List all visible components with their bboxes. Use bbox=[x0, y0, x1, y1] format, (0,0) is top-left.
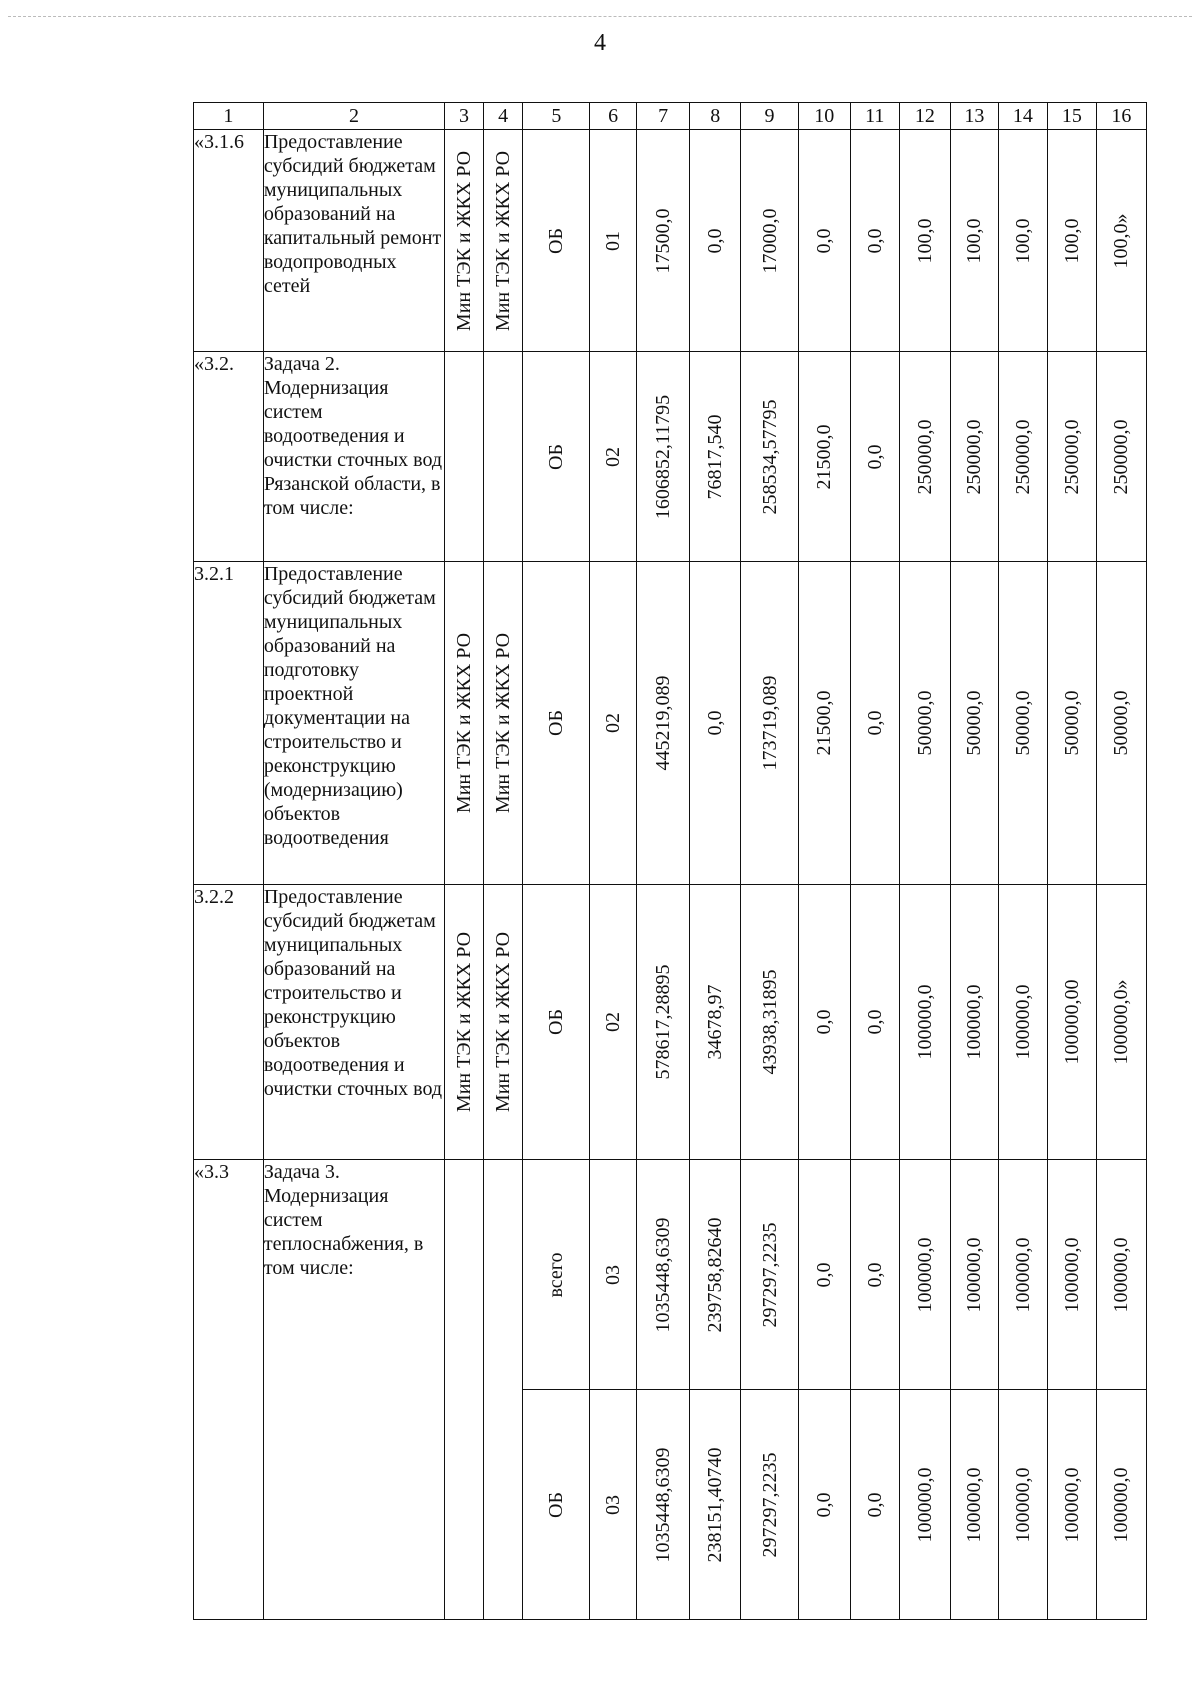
target-code: 03 bbox=[602, 1264, 625, 1285]
value-cell bbox=[998, 885, 1047, 1160]
value-text: 0,0 bbox=[863, 228, 886, 253]
value-text: 100000,0 bbox=[1060, 1237, 1083, 1312]
value-text: 100,0 bbox=[963, 218, 986, 263]
value-text: 100000,0» bbox=[1110, 979, 1133, 1065]
target-code-cell bbox=[590, 562, 637, 885]
value-cell bbox=[1047, 562, 1096, 885]
value-text: 238151,40740 bbox=[704, 1447, 727, 1562]
funding-source-cell bbox=[523, 562, 590, 885]
target-code: 01 bbox=[602, 230, 625, 251]
row-name: Предоставление субсидий бюджетам муниципальных образований на капитальный ремонт водопроводных сетей bbox=[263, 130, 444, 352]
target-code-cell bbox=[590, 1390, 637, 1620]
value-text: 100,0 bbox=[1011, 218, 1034, 263]
target-code: 03 bbox=[602, 1494, 625, 1515]
responsible-text: Мин ТЭК и ЖКХ РО bbox=[453, 150, 476, 331]
value-text: 250000,0 bbox=[913, 419, 936, 494]
header-cell: 12 bbox=[899, 103, 950, 130]
value-cell bbox=[998, 352, 1047, 562]
responsible-cell bbox=[445, 562, 484, 885]
value-text: 0,0 bbox=[863, 1492, 886, 1517]
value-cell bbox=[1096, 1390, 1146, 1620]
executor-text: Мин ТЭК и ЖКХ РО bbox=[492, 632, 515, 814]
value-cell bbox=[637, 130, 690, 352]
target-code-cell bbox=[590, 885, 637, 1160]
header-cell: 5 bbox=[523, 103, 590, 130]
header-cell: 6 bbox=[590, 103, 637, 130]
value-text: 34678,97 bbox=[704, 984, 727, 1060]
header-cell: 8 bbox=[690, 103, 741, 130]
header-cell: 15 bbox=[1047, 103, 1096, 130]
row-name: Задача 2. Модернизация систем водоотведения и очистки сточных вод Рязанской области, в том числе: bbox=[263, 352, 444, 562]
value-text: 250000,0 bbox=[1060, 419, 1083, 494]
value-text: 76817,540 bbox=[704, 414, 727, 499]
value-text: 100000,0 bbox=[1110, 1237, 1133, 1312]
funding-source-cell bbox=[523, 352, 590, 562]
header-cell: 16 bbox=[1096, 103, 1146, 130]
row-code: «3.1.6 bbox=[194, 130, 264, 352]
value-cell bbox=[637, 1160, 690, 1390]
value-cell bbox=[798, 562, 850, 885]
row-name: Предоставление субсидий бюджетам муниципальных образований на строительство и реконструкцию объектов водоотведения и очистки сточных вод bbox=[263, 885, 444, 1160]
value-text: 100,0» bbox=[1110, 213, 1133, 268]
value-cell bbox=[741, 1160, 798, 1390]
value-cell bbox=[950, 1390, 998, 1620]
executor-cell bbox=[483, 885, 523, 1160]
value-cell bbox=[741, 1390, 798, 1620]
program-table bbox=[193, 102, 1147, 1620]
header-cell: 14 bbox=[998, 103, 1047, 130]
header-cell: 13 bbox=[950, 103, 998, 130]
page-number: 4 bbox=[594, 30, 606, 56]
value-cell bbox=[637, 1390, 690, 1620]
header-cell: 9 bbox=[741, 103, 798, 130]
value-text: 50000,0 bbox=[1011, 690, 1034, 756]
header-cell: 7 bbox=[637, 103, 690, 130]
value-cell bbox=[850, 1390, 899, 1620]
value-cell bbox=[950, 352, 998, 562]
value-text: 1035448,6309 bbox=[652, 1447, 675, 1562]
row-name: Задача 3. Модернизация систем теплоснабжения, в том числе: bbox=[263, 1160, 444, 1620]
target-code-cell bbox=[590, 130, 637, 352]
executor-cell bbox=[483, 130, 523, 352]
value-text: 100000,0 bbox=[963, 984, 986, 1060]
value-cell bbox=[899, 352, 950, 562]
value-text: 1606852,11795 bbox=[652, 394, 675, 519]
header-row bbox=[194, 103, 1147, 130]
value-cell bbox=[998, 1390, 1047, 1620]
value-cell bbox=[690, 1160, 741, 1390]
value-text: 0,0 bbox=[813, 1492, 836, 1517]
responsible-text: Мин ТЭК и ЖКХ РО bbox=[453, 931, 476, 1113]
value-cell bbox=[1096, 352, 1146, 562]
row-code: 3.2.1 bbox=[194, 562, 264, 885]
value-cell bbox=[1047, 1390, 1096, 1620]
value-cell bbox=[798, 885, 850, 1160]
value-cell bbox=[850, 1160, 899, 1390]
value-cell bbox=[798, 1160, 850, 1390]
value-text: 0,0 bbox=[704, 228, 727, 253]
funding-source: ОБ bbox=[545, 710, 568, 736]
value-cell bbox=[690, 1390, 741, 1620]
target-code-cell bbox=[590, 352, 637, 562]
value-cell bbox=[1047, 885, 1096, 1160]
responsible-cell bbox=[445, 885, 484, 1160]
value-text: 100000,00 bbox=[1060, 979, 1083, 1065]
value-text: 100000,0 bbox=[913, 1237, 936, 1312]
value-text: 0,0 bbox=[813, 1009, 836, 1035]
target-code: 02 bbox=[602, 1012, 625, 1032]
value-cell bbox=[1096, 130, 1146, 352]
value-cell bbox=[950, 130, 998, 352]
row-code: «3.3 bbox=[194, 1160, 264, 1620]
executor-cell bbox=[483, 352, 523, 562]
table-row bbox=[194, 562, 1147, 885]
table-row bbox=[194, 885, 1147, 1160]
value-text: 100,0 bbox=[913, 218, 936, 263]
value-cell bbox=[798, 1390, 850, 1620]
value-cell bbox=[741, 885, 798, 1160]
value-text: 297297,2235 bbox=[758, 1452, 781, 1557]
value-cell bbox=[1096, 885, 1146, 1160]
funding-source: ОБ bbox=[545, 227, 568, 254]
value-text: 100000,0 bbox=[1060, 1467, 1083, 1542]
value-text: 100000,0 bbox=[1110, 1467, 1133, 1542]
executor-cell bbox=[483, 562, 523, 885]
responsible-cell bbox=[445, 130, 484, 352]
value-text: 100000,0 bbox=[913, 984, 936, 1060]
target-code: 02 bbox=[602, 713, 625, 733]
value-cell bbox=[690, 130, 741, 352]
header-cell: 11 bbox=[850, 103, 899, 130]
value-cell bbox=[899, 130, 950, 352]
value-cell bbox=[741, 130, 798, 352]
value-cell bbox=[899, 1160, 950, 1390]
value-text: 578617,28895 bbox=[652, 964, 675, 1080]
value-text: 100,0 bbox=[1060, 218, 1083, 263]
value-text: 258534,57795 bbox=[758, 399, 781, 514]
value-cell bbox=[899, 1390, 950, 1620]
value-text: 17000,0 bbox=[758, 208, 781, 273]
value-text: 50000,0 bbox=[1060, 690, 1083, 756]
value-cell bbox=[690, 352, 741, 562]
value-text: 17500,0 bbox=[652, 208, 675, 273]
row-name: Предоставление субсидий бюджетам муниципальных образований на подготовку проектной документации на строительство и реконструкцию (модернизацию) объектов водоотведения bbox=[263, 562, 444, 885]
value-text: 21500,0 bbox=[813, 690, 836, 756]
responsible-text: Мин ТЭК и ЖКХ РО bbox=[453, 632, 476, 814]
value-cell bbox=[850, 885, 899, 1160]
target-code: 02 bbox=[602, 446, 625, 467]
funding-source-cell bbox=[523, 885, 590, 1160]
funding-source-cell bbox=[523, 1160, 590, 1390]
responsible-cell bbox=[445, 352, 484, 562]
value-cell bbox=[690, 562, 741, 885]
value-cell bbox=[899, 562, 950, 885]
table-row bbox=[194, 130, 1147, 352]
value-cell bbox=[741, 562, 798, 885]
value-text: 100000,0 bbox=[1011, 1467, 1034, 1542]
value-text: 100000,0 bbox=[1011, 1237, 1034, 1312]
value-cell bbox=[637, 352, 690, 562]
value-text: 297297,2235 bbox=[758, 1222, 781, 1327]
funding-source: ОБ bbox=[545, 1009, 568, 1035]
value-text: 43938,31895 bbox=[758, 969, 781, 1075]
value-text: 21500,0 bbox=[813, 424, 836, 489]
header-cell: 4 bbox=[483, 103, 523, 130]
value-cell bbox=[950, 562, 998, 885]
value-cell bbox=[1096, 562, 1146, 885]
value-cell bbox=[741, 352, 798, 562]
funding-source-cell bbox=[523, 1390, 590, 1620]
value-cell bbox=[998, 1160, 1047, 1390]
value-cell bbox=[637, 885, 690, 1160]
value-cell bbox=[637, 562, 690, 885]
value-cell bbox=[950, 885, 998, 1160]
value-cell bbox=[798, 130, 850, 352]
value-text: 250000,0 bbox=[963, 419, 986, 494]
value-cell bbox=[850, 352, 899, 562]
header-cell: 2 bbox=[263, 103, 444, 130]
value-text: 250000,0 bbox=[1011, 419, 1034, 494]
value-cell bbox=[690, 885, 741, 1160]
executor-cell bbox=[483, 1160, 523, 1620]
row-code: 3.2.2 bbox=[194, 885, 264, 1160]
funding-source: ОБ bbox=[545, 1491, 568, 1518]
table-row bbox=[194, 352, 1147, 562]
value-text: 50000,0 bbox=[913, 690, 936, 756]
value-cell bbox=[850, 562, 899, 885]
value-text: 100000,0 bbox=[963, 1467, 986, 1542]
value-text: 0,0 bbox=[704, 710, 727, 736]
value-cell bbox=[998, 130, 1047, 352]
executor-text: Мин ТЭК и ЖКХ РО bbox=[492, 150, 515, 331]
value-text: 239758,82640 bbox=[704, 1217, 727, 1332]
value-cell bbox=[950, 1160, 998, 1390]
value-text: 0,0 bbox=[863, 444, 886, 469]
table-row bbox=[194, 1160, 1147, 1390]
value-text: 0,0 bbox=[813, 228, 836, 253]
value-text: 50000,0 bbox=[963, 690, 986, 756]
value-cell bbox=[1096, 1160, 1146, 1390]
value-text: 0,0 bbox=[863, 710, 886, 736]
funding-source: всего bbox=[545, 1251, 568, 1298]
funding-source-cell bbox=[523, 130, 590, 352]
header-cell: 10 bbox=[798, 103, 850, 130]
value-text: 445219,089 bbox=[652, 675, 675, 771]
value-text: 0,0 bbox=[863, 1262, 886, 1287]
value-text: 250000,0 bbox=[1110, 419, 1133, 494]
value-text: 100000,0 bbox=[1011, 984, 1034, 1060]
value-cell bbox=[1047, 1160, 1096, 1390]
value-text: 0,0 bbox=[813, 1262, 836, 1287]
executor-text: Мин ТЭК и ЖКХ РО bbox=[492, 931, 515, 1113]
value-cell bbox=[1047, 130, 1096, 352]
value-text: 0,0 bbox=[863, 1009, 886, 1035]
value-cell bbox=[998, 562, 1047, 885]
funding-source: ОБ bbox=[545, 443, 568, 470]
value-text: 100000,0 bbox=[963, 1237, 986, 1312]
value-cell bbox=[798, 352, 850, 562]
target-code-cell bbox=[590, 1160, 637, 1390]
value-text: 50000,0 bbox=[1110, 690, 1133, 756]
value-text: 100000,0 bbox=[913, 1467, 936, 1542]
value-cell bbox=[850, 130, 899, 352]
header-cell: 3 bbox=[445, 103, 484, 130]
header-cell: 1 bbox=[194, 103, 264, 130]
value-cell bbox=[899, 885, 950, 1160]
scan-top-line bbox=[8, 16, 1192, 17]
value-text: 1035448,6309 bbox=[652, 1217, 675, 1332]
value-cell bbox=[1047, 352, 1096, 562]
row-code: «3.2. bbox=[194, 352, 264, 562]
responsible-cell bbox=[445, 1160, 484, 1620]
value-text: 173719,089 bbox=[758, 675, 781, 771]
